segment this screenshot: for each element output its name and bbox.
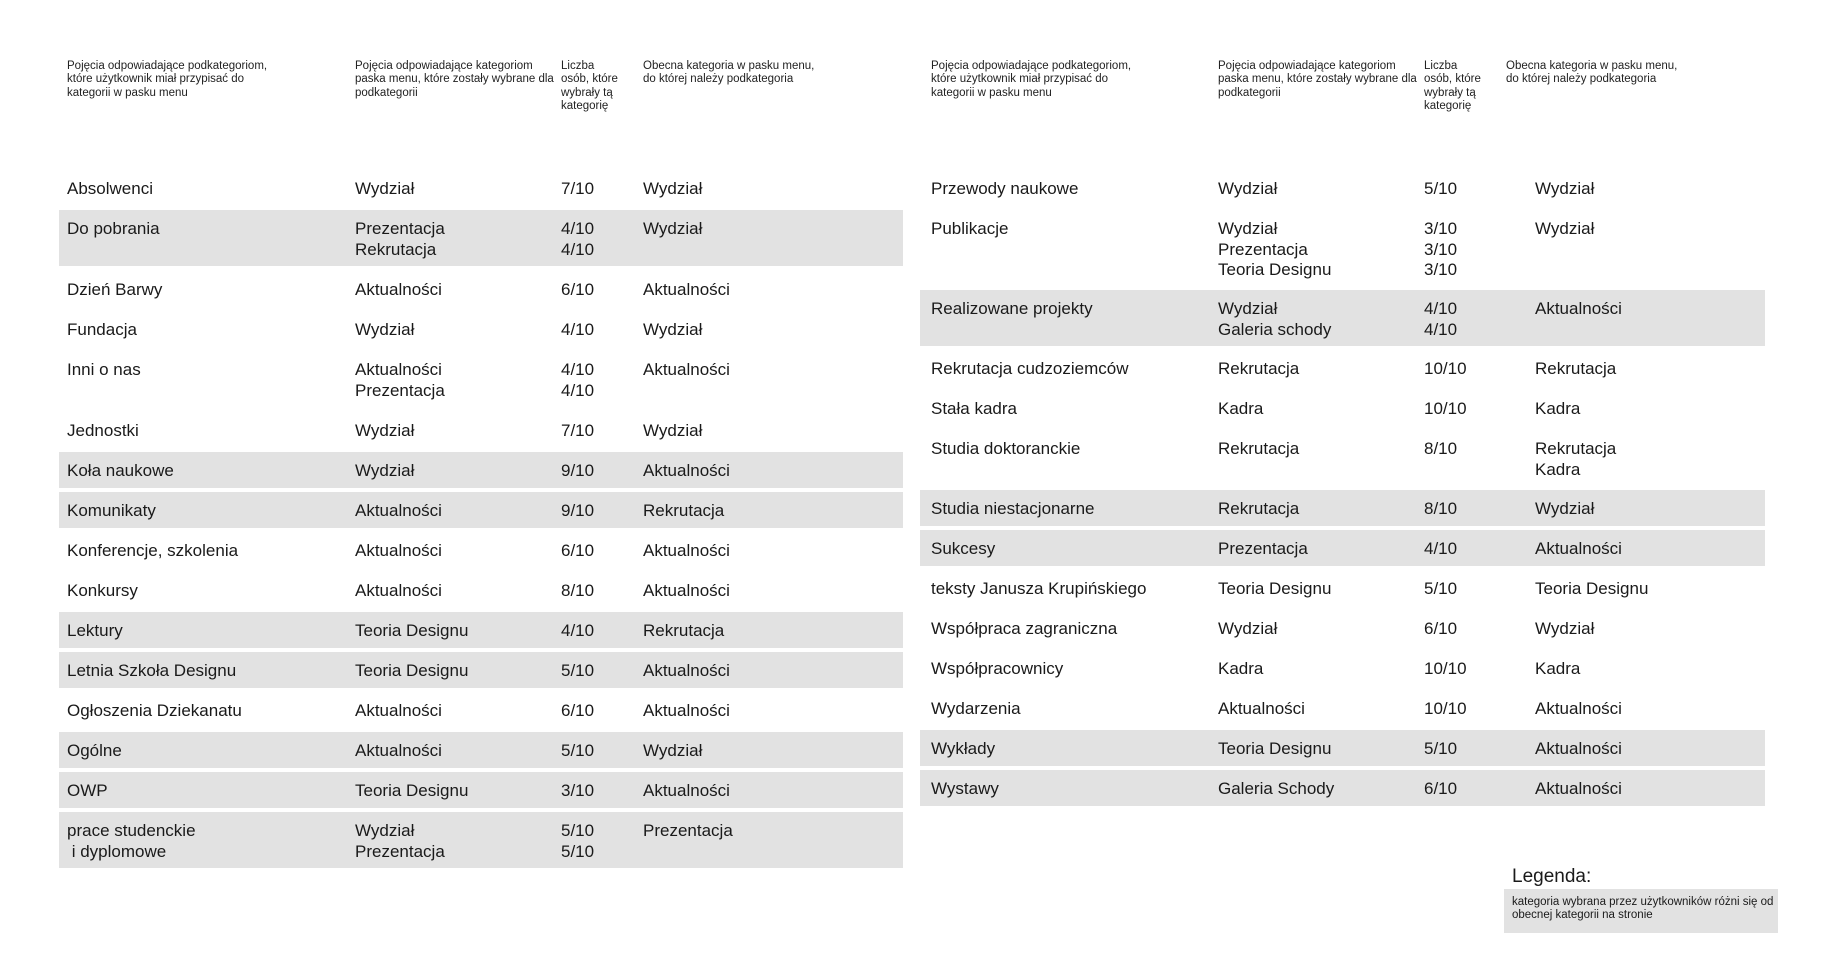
table-row	[920, 430, 1765, 486]
row-chosen-category	[355, 461, 414, 482]
row-current-category-line: Aktualności	[643, 661, 730, 680]
row-count	[1424, 619, 1457, 640]
row-current-category	[1535, 399, 1580, 420]
row-chosen-category-line: Galeria schody	[1218, 319, 1332, 339]
row-current-category	[643, 781, 730, 802]
row-count-line: 4/10	[561, 320, 595, 339]
row-count-line: 6/10	[1424, 779, 1458, 798]
row-current-category-line: Wydział	[643, 421, 703, 440]
row-subcategory: Jednostki	[67, 421, 139, 440]
row-current-category-line: Prezentacja	[643, 821, 733, 840]
row-subcategory: Koła naukowe	[67, 461, 174, 480]
row-subcategory: Do pobrania	[67, 219, 160, 238]
row-count	[1424, 439, 1457, 460]
row-current-category	[1535, 299, 1622, 320]
row-current-category-line: Kadra	[1535, 659, 1581, 678]
row-count-line: 5/10	[1424, 179, 1458, 198]
row-current-category-line: Aktualności	[1535, 699, 1622, 718]
row-current-category-line: Aktualności	[1535, 539, 1622, 558]
table-row	[59, 812, 903, 868]
row-chosen-category	[1218, 539, 1308, 560]
row-count	[561, 179, 594, 200]
row-current-category	[1535, 439, 1616, 480]
row-chosen-category-line: Rekrutacja	[1218, 499, 1300, 518]
row-count-line: 5/10	[561, 661, 595, 680]
row-chosen-category-line: Teoria Designu	[1218, 260, 1332, 279]
table-row	[920, 490, 1765, 526]
row-chosen-category-line: Wydział	[1218, 299, 1278, 318]
row-chosen-category-line: Wydział	[355, 320, 415, 339]
row-chosen-category	[1218, 659, 1263, 680]
row-chosen-category-line: Prezentacja	[1218, 239, 1308, 259]
row-subcategory: Wykłady	[931, 739, 996, 758]
legend-title: Legenda:	[1512, 866, 1592, 887]
row-count	[1424, 579, 1457, 600]
row-count-line: 8/10	[1424, 439, 1458, 458]
row-count-line: 10/10	[1424, 699, 1467, 718]
row-chosen-category	[355, 320, 414, 341]
row-current-category	[643, 701, 730, 722]
row-chosen-category-line: Aktualności	[355, 701, 442, 720]
row-chosen-category	[355, 581, 442, 602]
row-current-category-line: Rekrutacja	[643, 501, 725, 520]
row-count	[561, 360, 594, 401]
row-subcategory: Studia niestacjonarne	[931, 499, 1095, 518]
row-count-line: 4/10	[561, 360, 595, 379]
row-current-category-line: Wydział	[1535, 499, 1595, 518]
table-row	[920, 570, 1765, 606]
table-row	[59, 492, 903, 528]
row-current-category	[1535, 619, 1594, 640]
row-chosen-category-line: Prezentacja	[1218, 539, 1308, 558]
row-chosen-category	[355, 360, 445, 401]
row-chosen-category-line: Kadra	[1218, 659, 1264, 678]
table-row	[59, 692, 903, 728]
row-chosen-category-line: Kadra	[1218, 399, 1264, 418]
row-current-category	[1535, 779, 1622, 800]
table-row	[920, 730, 1765, 766]
row-chosen-category-line: Teoria Designu	[355, 781, 469, 800]
table-row	[59, 271, 903, 307]
row-count-line: 4/10	[561, 621, 595, 640]
row-subcategory: teksty Janusza Krupińskiego	[931, 579, 1147, 598]
row-chosen-category	[1218, 619, 1277, 640]
row-chosen-category-line: Teoria Designu	[355, 621, 469, 640]
row-count	[561, 621, 594, 642]
row-count-line: 9/10	[561, 461, 595, 480]
table-row	[920, 210, 1765, 287]
row-count-line: 6/10	[561, 541, 595, 560]
row-subcategory: prace studenckie i dyplomowe	[67, 821, 196, 861]
row-count	[1424, 779, 1457, 800]
row-subcategory: Konferencje, szkolenia	[67, 541, 239, 560]
header-chosen: Pojęcia odpowiadające kategoriom paska menu, które zostały wybrane dla podkategorii	[1218, 60, 1417, 99]
row-subcategory: Dzień Barwy	[67, 280, 163, 299]
row-chosen-category	[355, 741, 442, 762]
row-subcategory: Wystawy	[931, 779, 999, 798]
table-row	[59, 772, 903, 808]
row-subcategory: Ogólne	[67, 741, 122, 760]
header-current: Obecna kategoria w pasku menu, do której należy podkategoria	[643, 60, 815, 86]
row-current-category-line: Aktualności	[1535, 299, 1622, 318]
row-current-category-line: Kadra	[1535, 399, 1581, 418]
table-row	[920, 290, 1765, 346]
row-count	[1424, 179, 1457, 200]
row-current-category-line: Aktualności	[643, 360, 730, 379]
row-chosen-category	[1218, 299, 1331, 340]
row-count	[561, 781, 594, 802]
row-current-category-line: Wydział	[643, 179, 703, 198]
row-count-line: 4/10	[561, 219, 595, 238]
row-chosen-category-line: Prezentacja	[355, 219, 445, 238]
row-count	[561, 581, 594, 602]
row-subcategory: OWP	[67, 781, 108, 800]
row-chosen-category	[355, 621, 468, 642]
row-subcategory: Współpraca zagraniczna	[931, 619, 1118, 638]
row-current-category	[643, 461, 730, 482]
table-row	[59, 351, 903, 407]
row-subcategory: Realizowane projekty	[931, 299, 1093, 318]
row-current-category-line: Wydział	[1535, 219, 1595, 238]
row-count-line: 3/10	[1424, 260, 1458, 279]
row-subcategory: Przewody naukowe	[931, 179, 1079, 198]
row-current-category-line: Kadra	[1535, 459, 1581, 479]
row-count-line: 5/10	[561, 821, 595, 840]
row-count	[561, 701, 594, 722]
row-current-category	[643, 501, 724, 522]
table-row	[59, 652, 903, 688]
row-subcategory: Absolwenci	[67, 179, 153, 198]
row-count-line: 3/10	[561, 781, 595, 800]
row-current-category-line: Wydział	[643, 219, 703, 238]
row-count	[561, 461, 594, 482]
row-count-line: 5/10	[1424, 579, 1458, 598]
row-chosen-category	[1218, 779, 1334, 800]
row-count	[1424, 399, 1467, 420]
row-current-category	[1535, 219, 1594, 240]
row-current-category-line: Wydział	[643, 741, 703, 760]
row-current-category-line: Rekrutacja	[1535, 439, 1617, 458]
row-count	[1424, 699, 1467, 720]
row-subcategory: Letnia Szkoła Designu	[67, 661, 237, 680]
row-count-line: 7/10	[561, 179, 595, 198]
row-current-category-line: Aktualności	[643, 541, 730, 560]
row-subcategory: Komunikaty	[67, 501, 156, 520]
row-count	[1424, 539, 1457, 560]
row-chosen-category	[355, 280, 442, 301]
row-current-category	[643, 219, 702, 240]
table-row	[59, 311, 903, 347]
header-current: Obecna kategoria w pasku menu, do której należy podkategoria	[1506, 60, 1678, 86]
row-chosen-category	[355, 701, 442, 722]
row-current-category-line: Aktualności	[643, 461, 730, 480]
row-count-line: 7/10	[561, 421, 595, 440]
table-row	[920, 390, 1765, 426]
row-current-category	[1535, 659, 1580, 680]
row-subcategory: Fundacja	[67, 320, 137, 339]
row-count-line: 4/10	[1424, 539, 1458, 558]
row-chosen-category-line: Wydział	[355, 421, 415, 440]
row-current-category-line: Aktualności	[643, 701, 730, 720]
row-count	[1424, 359, 1467, 380]
row-count-line: 5/10	[561, 741, 595, 760]
row-count	[561, 821, 594, 862]
row-chosen-category-line: Aktualności	[355, 280, 442, 299]
row-subcategory: Współpracownicy	[931, 659, 1064, 678]
row-chosen-category-line: Prezentacja	[355, 841, 445, 861]
row-current-category-line: Aktualności	[1535, 739, 1622, 758]
row-chosen-category	[355, 421, 414, 442]
row-chosen-category-line: Teoria Designu	[1218, 739, 1332, 758]
header-subcategory: Pojęcia odpowiadające podkategoriom, które użytkownik miał przypisać do kategorii w pasku menu	[931, 60, 1132, 99]
row-subcategory: Wydarzenia	[931, 699, 1021, 718]
row-count-line: 3/10	[1424, 219, 1458, 238]
row-count	[1424, 499, 1457, 520]
row-current-category	[1535, 179, 1594, 200]
row-current-category	[643, 280, 730, 301]
row-chosen-category	[1218, 399, 1263, 420]
row-chosen-category-line: Wydział	[1218, 179, 1278, 198]
row-count-line: 10/10	[1424, 659, 1467, 678]
row-chosen-category-line: Wydział	[355, 821, 415, 840]
row-chosen-category	[355, 781, 468, 802]
row-subcategory: Inni o nas	[67, 360, 141, 379]
header-subcategory: Pojęcia odpowiadające podkategoriom, które użytkownik miał przypisać do kategorii w pasku menu	[67, 60, 268, 99]
row-chosen-category-line: Wydział	[1218, 619, 1278, 638]
table-row	[920, 690, 1765, 726]
row-chosen-category	[355, 179, 414, 200]
row-chosen-category-line: Wydział	[355, 179, 415, 198]
row-current-category	[643, 621, 724, 642]
row-current-category-line: Aktualności	[643, 781, 730, 800]
row-chosen-category-line: Galeria Schody	[1218, 779, 1335, 798]
row-current-category	[1535, 499, 1594, 520]
row-count-line: 6/10	[1424, 619, 1458, 638]
table-row	[59, 452, 903, 488]
table-row	[59, 572, 903, 608]
row-current-category-line: Teoria Designu	[1535, 579, 1649, 598]
row-current-category	[643, 581, 730, 602]
row-current-category-line: Aktualności	[643, 581, 730, 600]
row-subcategory: Sukcesy	[931, 539, 996, 558]
row-subcategory: Lektury	[67, 621, 123, 640]
row-count	[561, 280, 594, 301]
row-current-category	[643, 179, 702, 200]
row-chosen-category-line: Aktualności	[355, 501, 442, 520]
row-current-category-line: Aktualności	[643, 280, 730, 299]
row-chosen-category-line: Wydział	[1218, 219, 1278, 238]
row-count	[561, 741, 594, 762]
row-chosen-category	[355, 219, 445, 260]
table-row	[920, 530, 1765, 566]
table-row	[59, 732, 903, 768]
row-current-category-line: Aktualności	[1535, 779, 1622, 798]
row-subcategory: Rekrutacja cudzoziemców	[931, 359, 1129, 378]
row-chosen-category	[1218, 739, 1331, 760]
legend-swatch	[1504, 889, 1778, 933]
row-current-category	[643, 821, 733, 842]
row-current-category	[1535, 579, 1648, 600]
row-count-line: 4/10	[561, 239, 595, 259]
table-row	[59, 412, 903, 448]
row-subcategory: Ogłoszenia Dziekanatu	[67, 701, 242, 720]
row-count	[561, 501, 594, 522]
row-chosen-category-line: Aktualności	[355, 581, 442, 600]
row-chosen-category-line: Rekrutacja	[355, 239, 437, 259]
row-count-line: 9/10	[561, 501, 595, 520]
row-chosen-category-line: Prezentacja	[355, 380, 445, 400]
row-chosen-category-line: Teoria Designu	[1218, 579, 1332, 598]
row-chosen-category-line: Rekrutacja	[1218, 359, 1300, 378]
row-count	[561, 219, 594, 260]
row-current-category	[643, 421, 702, 442]
row-count-line: 4/10	[1424, 319, 1458, 339]
row-chosen-category	[355, 541, 442, 562]
row-count-line: 6/10	[561, 701, 595, 720]
header-count: Liczba osób, które wybrały tą kategorię	[561, 60, 618, 113]
row-current-category	[643, 741, 702, 762]
row-count-line: 8/10	[1424, 499, 1458, 518]
row-current-category-line: Wydział	[1535, 619, 1595, 638]
row-chosen-category	[1218, 499, 1299, 520]
row-chosen-category-line: Aktualności	[355, 741, 442, 760]
legend-text: kategoria wybrana przez użytkowników różni się od obecnej kategorii na stronie	[1512, 896, 1774, 922]
table-row	[59, 612, 903, 648]
row-count-line: 4/10	[1424, 299, 1458, 318]
row-chosen-category	[355, 821, 445, 862]
table-row	[920, 350, 1765, 386]
row-count	[1424, 659, 1467, 680]
table-row	[59, 210, 903, 266]
row-count	[1424, 299, 1457, 340]
row-chosen-category	[1218, 699, 1305, 720]
row-chosen-category-line: Aktualności	[355, 541, 442, 560]
row-count	[1424, 739, 1457, 760]
row-count	[1424, 219, 1457, 281]
row-current-category-line: Rekrutacja	[643, 621, 725, 640]
row-chosen-category-line: Aktualności	[355, 360, 442, 379]
row-count-line: 6/10	[561, 280, 595, 299]
row-chosen-category	[1218, 579, 1331, 600]
row-count-line: 5/10	[561, 841, 595, 861]
row-current-category	[643, 541, 730, 562]
row-current-category-line: Wydział	[643, 320, 703, 339]
table-row	[920, 610, 1765, 646]
row-count	[561, 661, 594, 682]
row-current-category	[643, 320, 702, 341]
row-chosen-category-line: Aktualności	[1218, 699, 1305, 718]
row-count-line: 5/10	[1424, 739, 1458, 758]
row-count-line: 10/10	[1424, 399, 1467, 418]
row-current-category	[1535, 359, 1616, 380]
row-current-category-line: Rekrutacja	[1535, 359, 1617, 378]
row-subcategory: Konkursy	[67, 581, 138, 600]
row-chosen-category	[1218, 359, 1299, 380]
row-chosen-category	[355, 661, 468, 682]
row-chosen-category	[1218, 439, 1299, 460]
row-chosen-category	[1218, 179, 1277, 200]
row-current-category	[643, 661, 730, 682]
row-current-category-line: Wydział	[1535, 179, 1595, 198]
row-chosen-category-line: Teoria Designu	[355, 661, 469, 680]
header-count: Liczba osób, które wybrały tą kategorię	[1424, 60, 1481, 113]
row-current-category	[1535, 739, 1622, 760]
table-row	[59, 170, 903, 206]
row-current-category	[1535, 699, 1622, 720]
row-chosen-category	[355, 501, 442, 522]
row-subcategory: Studia doktoranckie	[931, 439, 1081, 458]
header-chosen: Pojęcia odpowiadające kategoriom paska menu, które zostały wybrane dla podkategorii	[355, 60, 554, 99]
row-current-category	[643, 360, 730, 381]
row-subcategory: Stała kadra	[931, 399, 1017, 418]
row-count-line: 4/10	[561, 380, 595, 400]
table-row	[59, 532, 903, 568]
row-chosen-category-line: Wydział	[355, 461, 415, 480]
row-count	[561, 541, 594, 562]
row-chosen-category-line: Rekrutacja	[1218, 439, 1300, 458]
table-row	[920, 170, 1765, 206]
row-chosen-category	[1218, 219, 1331, 281]
row-count-line: 3/10	[1424, 239, 1458, 259]
row-count-line: 10/10	[1424, 359, 1467, 378]
table-row	[920, 770, 1765, 806]
table-row	[920, 650, 1765, 686]
row-subcategory: Publikacje	[931, 219, 1009, 238]
row-count	[561, 421, 594, 442]
row-current-category	[1535, 539, 1622, 560]
row-count-line: 8/10	[561, 581, 595, 600]
row-count	[561, 320, 594, 341]
